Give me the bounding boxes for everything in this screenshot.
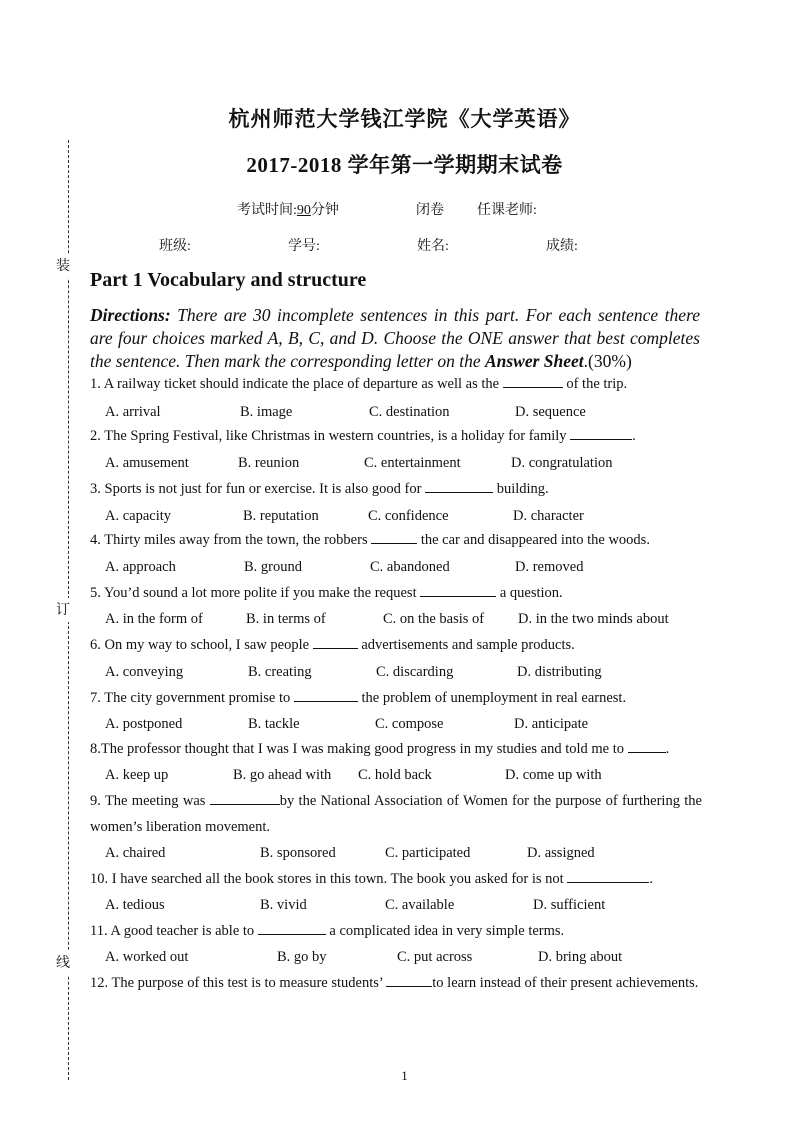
question-text: a question. bbox=[496, 585, 563, 601]
option-a: A. in the form of bbox=[105, 611, 203, 627]
option-b: B. go ahead with bbox=[233, 767, 332, 783]
answer-blank bbox=[313, 634, 358, 649]
option-b: B. vivid bbox=[260, 897, 307, 913]
option-d: D. assigned bbox=[527, 845, 595, 861]
question-text: 2. The Spring Festival, like Christmas in western countries, is a holiday for family bbox=[90, 428, 571, 444]
question-text: 9. The meeting was bbox=[90, 793, 210, 809]
option-b: B. go by bbox=[277, 949, 327, 965]
score-label: 成绩: bbox=[546, 239, 578, 254]
question-text: by the National Association of Women for the purpose of furthering the women’s liberation movement. bbox=[90, 793, 702, 835]
class-label: 班级: bbox=[159, 239, 191, 254]
answer-sheet-label: Answer Sheet bbox=[484, 351, 584, 371]
option-c: C. compose bbox=[375, 716, 444, 732]
teacher-label: 任课老师: bbox=[477, 203, 537, 218]
question-text: of the trip. bbox=[562, 376, 628, 392]
answer-blank bbox=[420, 582, 496, 597]
question-text: . bbox=[649, 871, 653, 887]
page-number: 1 bbox=[401, 1068, 408, 1083]
answer-blank bbox=[294, 687, 358, 702]
option-c: C. available bbox=[385, 897, 455, 913]
exam-time-label: 考试时间: bbox=[237, 203, 297, 218]
question bbox=[90, 580, 702, 606]
option-d: D. in the two minds about bbox=[518, 611, 669, 627]
question-text: 6. On my way to school, I saw people bbox=[90, 637, 313, 653]
question-text: 5. You’d sound a lot more polite if you make the request bbox=[90, 585, 421, 601]
option-c: C. on the basis of bbox=[383, 611, 485, 627]
question bbox=[90, 866, 702, 892]
answer-blank bbox=[567, 868, 649, 883]
exam-title: 杭州师范大学钱江学院《大学英语》 bbox=[228, 107, 581, 131]
binding-char-xian: 线 bbox=[56, 951, 70, 975]
part-title: Part 1 Vocabulary and structure bbox=[90, 269, 367, 291]
directions bbox=[90, 304, 700, 373]
option-c: C. hold back bbox=[358, 767, 432, 783]
answer-blank bbox=[570, 425, 632, 440]
option-a: A. keep up bbox=[105, 767, 169, 783]
exam-time-unit: 分钟 bbox=[310, 203, 339, 218]
option-d: D. character bbox=[513, 508, 584, 524]
answer-blank bbox=[386, 972, 432, 987]
option-a: A. arrival bbox=[105, 404, 161, 420]
binding-char-zhuang: 装 bbox=[56, 254, 70, 278]
closed-book: 闭卷 bbox=[416, 203, 444, 218]
student-id-label: 学号: bbox=[288, 239, 320, 254]
question bbox=[90, 527, 702, 553]
question-text: a complicated idea in very simple terms. bbox=[325, 923, 565, 939]
question-text: 8.The professor thought that I was I was making good progress in my studies and told me to bbox=[90, 741, 628, 757]
question bbox=[90, 970, 702, 996]
question-text: advertisements and sample products. bbox=[357, 637, 575, 653]
directions-label: Directions: bbox=[90, 305, 171, 325]
question bbox=[90, 918, 702, 944]
option-d: D. removed bbox=[515, 559, 584, 575]
option-b: B. in terms of bbox=[246, 611, 326, 627]
answer-blank bbox=[425, 478, 493, 493]
binding-char-ding: 订 bbox=[56, 598, 70, 622]
answer-blank bbox=[258, 920, 326, 935]
option-d: D. come up with bbox=[505, 767, 602, 783]
option-d: D. congratulation bbox=[511, 455, 613, 471]
option-c: C. entertainment bbox=[364, 455, 461, 471]
option-a: A. approach bbox=[105, 559, 176, 575]
option-a: A. tedious bbox=[105, 897, 165, 913]
name-label: 姓名: bbox=[417, 239, 449, 254]
option-b: B. ground bbox=[244, 559, 302, 575]
option-d: D. sequence bbox=[515, 404, 586, 420]
exam-time-value: 90 bbox=[296, 203, 311, 218]
question-text: 4. Thirty miles away from the town, the robbers bbox=[90, 532, 372, 548]
directions-end: .(30%) bbox=[583, 351, 632, 371]
question-text: 12. The purpose of this test is to measure students’ bbox=[90, 975, 387, 991]
question-text: building. bbox=[493, 481, 549, 497]
option-a: A. worked out bbox=[105, 949, 189, 965]
question-text: 10. I have searched all the book stores in this town. The book you asked for is not bbox=[90, 871, 568, 887]
option-a: A. chaired bbox=[105, 845, 166, 861]
option-b: B. tackle bbox=[248, 716, 300, 732]
directions-text: There are 30 incomplete sentences in this part. For each sentence there are four choices marked A, B, C, and D. Choose the ONE answer that best completes the sentence. Then mark the corresponding letter on the bbox=[90, 305, 700, 371]
question-text: the car and disappeared into the woods. bbox=[417, 532, 650, 548]
option-b: B. reunion bbox=[238, 455, 300, 471]
option-b: B. image bbox=[240, 404, 293, 420]
question-text: 11. A good teacher is able to bbox=[90, 923, 258, 939]
answer-blank bbox=[210, 790, 280, 805]
answer-blank bbox=[371, 529, 417, 544]
option-c: C. confidence bbox=[368, 508, 449, 524]
option-b: B. sponsored bbox=[260, 845, 336, 861]
question bbox=[90, 632, 702, 658]
question bbox=[90, 423, 702, 449]
question bbox=[90, 788, 702, 840]
exam-subtitle: 2017-2018 学年第一学期期末试卷 bbox=[246, 153, 563, 177]
question-text: 7. The city government promise to bbox=[90, 690, 294, 706]
option-c: C. participated bbox=[385, 845, 471, 861]
option-c: C. abandoned bbox=[370, 559, 450, 575]
option-a: A. amusement bbox=[105, 455, 189, 471]
question-text: . bbox=[665, 741, 670, 757]
question-text: . bbox=[632, 428, 636, 444]
option-c: C. put across bbox=[397, 949, 473, 965]
option-b: B. creating bbox=[248, 664, 312, 680]
question-text: the problem of unemployment in real earnest. bbox=[357, 690, 627, 706]
question-text: 1. A railway ticket should indicate the place of departure as well as the bbox=[90, 376, 503, 392]
option-d: D. distributing bbox=[517, 664, 602, 680]
answer-blank bbox=[628, 738, 666, 753]
option-a: A. conveying bbox=[105, 664, 184, 680]
exam-time bbox=[237, 199, 339, 219]
option-c: C. discarding bbox=[376, 664, 454, 680]
option-d: D. bring about bbox=[538, 949, 623, 965]
option-d: D. anticipate bbox=[514, 716, 589, 732]
question bbox=[90, 736, 702, 762]
question-text: 3. Sports is not just for fun or exercise. It is also good for bbox=[90, 481, 426, 497]
option-d: D. sufficient bbox=[533, 897, 606, 913]
question bbox=[90, 371, 702, 397]
option-a: A. postponed bbox=[105, 716, 183, 732]
option-a: A. capacity bbox=[105, 508, 172, 524]
option-c: C. destination bbox=[369, 404, 450, 420]
answer-blank bbox=[503, 373, 563, 388]
question bbox=[90, 685, 702, 711]
question bbox=[90, 476, 702, 502]
option-b: B. reputation bbox=[243, 508, 319, 524]
question-text: to learn instead of their present achievements. bbox=[432, 975, 699, 991]
